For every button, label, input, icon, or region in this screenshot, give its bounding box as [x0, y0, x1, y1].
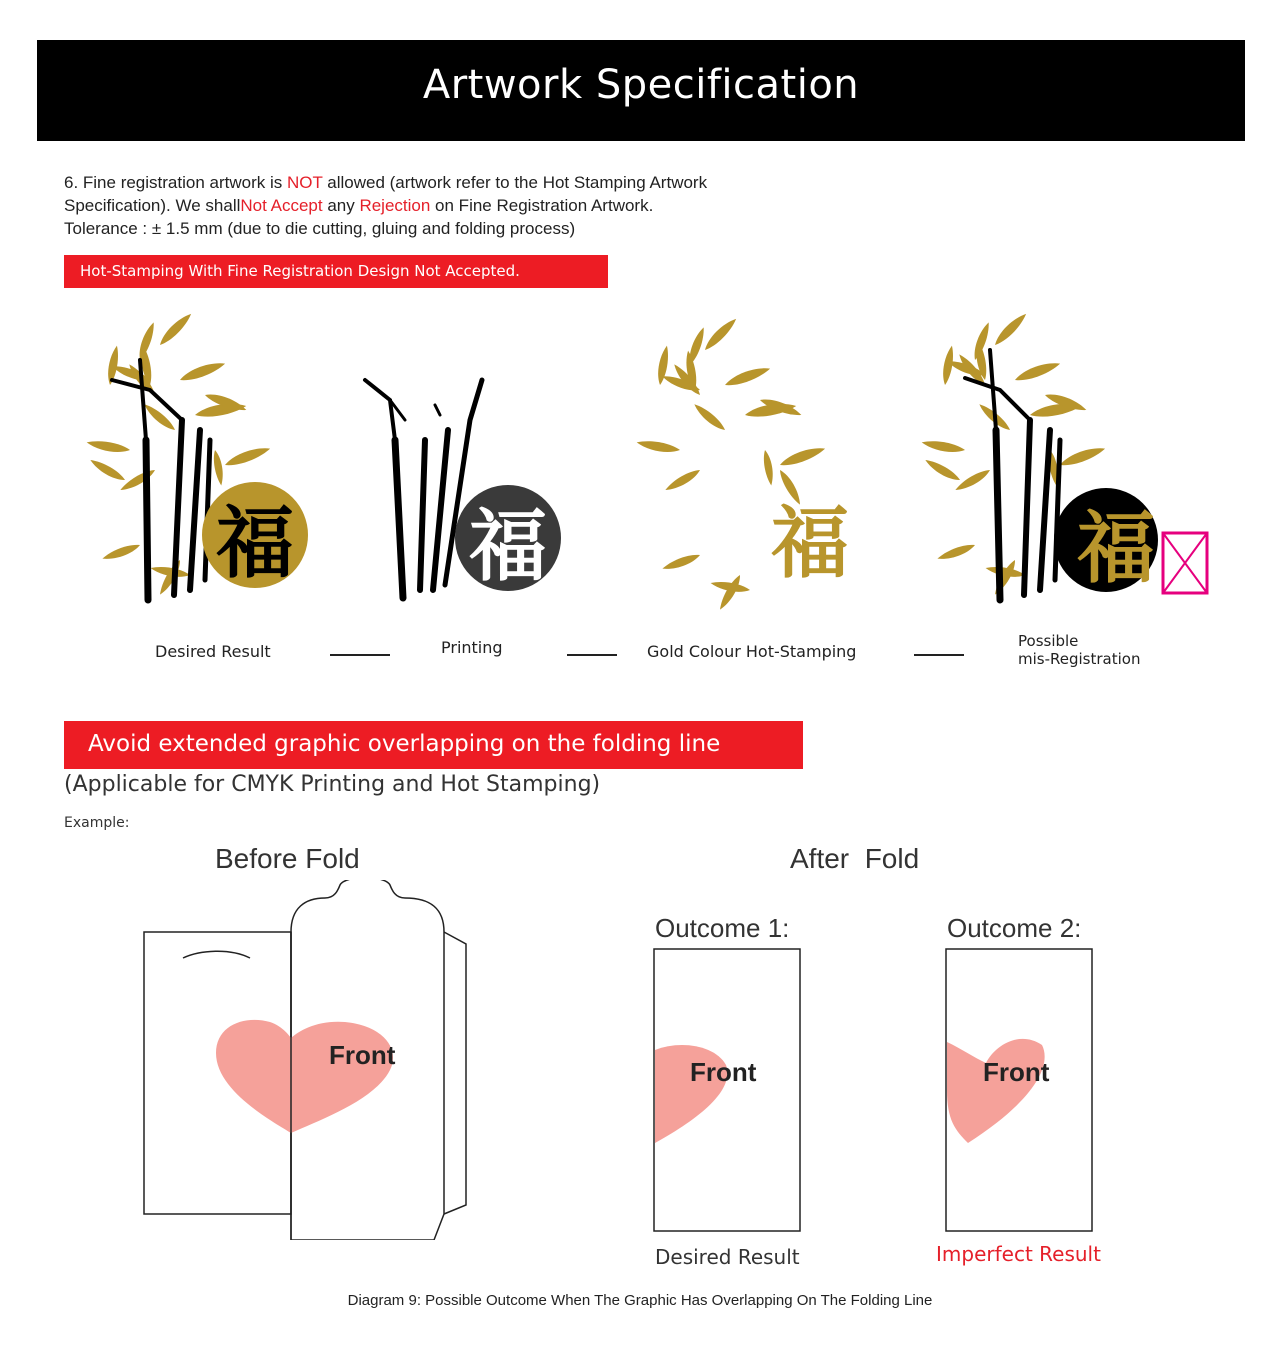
before-fold-label: Before Fold [215, 843, 360, 874]
outcome-1-result: Desired Result [655, 1245, 800, 1269]
spec-paragraph [64, 171, 844, 240]
page-title: Artwork Specification [422, 62, 860, 108]
not-accept-emphasis: Not Accept [240, 196, 323, 215]
divider-dash [914, 654, 964, 656]
gold-hot-stamping-illustration [636, 315, 849, 612]
caption-possible-misregistration: Possible mis-Registration [1018, 632, 1141, 668]
envelope-outcome-2 [946, 949, 1092, 1231]
spec-line-1: 6. Fine registration artwork is NOT allowed (artwork refer to the Hot Stamping Artwork [64, 173, 708, 192]
caption-printing: Printing [441, 638, 503, 657]
rejection-emphasis: Rejection [359, 196, 431, 215]
envelope-outcome-1 [654, 949, 800, 1231]
fold-diagrams [0, 880, 1280, 1240]
stamping-illustrations [0, 300, 1280, 620]
outcome-1-title: Outcome 1: [655, 913, 790, 943]
divider-dash [567, 654, 617, 656]
fortune-glyph-gold: 福 [770, 499, 850, 589]
banner-folding-line [64, 721, 803, 769]
front-label-outcome-2: Front [983, 1057, 1050, 1087]
banner-folding-line-label: Avoid extended graphic overlapping on the folding line [88, 731, 721, 757]
spec-line-3: Tolerance : ± 1.5 mm (due to die cutting, gluing and folding process) [64, 219, 576, 238]
after-fold-label: After Fold [790, 843, 920, 874]
divider-dash [330, 654, 390, 656]
desired-result-illustration [86, 310, 308, 600]
diagram-caption: Diagram 9: Possible Outcome When The Graphic Has Overlapping On The Folding Line [347, 1292, 933, 1309]
outcome-2-result: Imperfect Result [936, 1242, 1101, 1266]
not-emphasis: NOT [286, 173, 323, 192]
fortune-glyph-desired: 福 [215, 499, 295, 589]
printing-illustration [365, 380, 561, 598]
applicable-note: (Applicable for CMYK Printing and Hot Stamping) [64, 772, 601, 797]
title-bar [37, 40, 1245, 141]
heart-graphic-before [216, 1020, 396, 1133]
caption-desired-result: Desired Result [155, 642, 271, 661]
banner-fine-registration-label: Hot-Stamping With Fine Registration Design Not Accepted. [80, 262, 520, 280]
mis-registration-illustration [921, 310, 1207, 600]
outcome-2-title: Outcome 2: [947, 913, 1082, 943]
banner-fine-registration [64, 255, 608, 288]
front-label-outcome-1: Front [690, 1057, 757, 1087]
fortune-glyph-printing: 福 [468, 502, 548, 592]
fortune-glyph-misregistered: 福 [1076, 504, 1156, 594]
caption-gold-stamping: Gold Colour Hot-Stamping [647, 642, 857, 661]
front-label-before: Front [329, 1040, 396, 1070]
spec-line-2: Specification). We shallNot Accept any Rejection on Fine Registration Artwork. [64, 196, 654, 215]
example-label: Example: [64, 815, 130, 831]
